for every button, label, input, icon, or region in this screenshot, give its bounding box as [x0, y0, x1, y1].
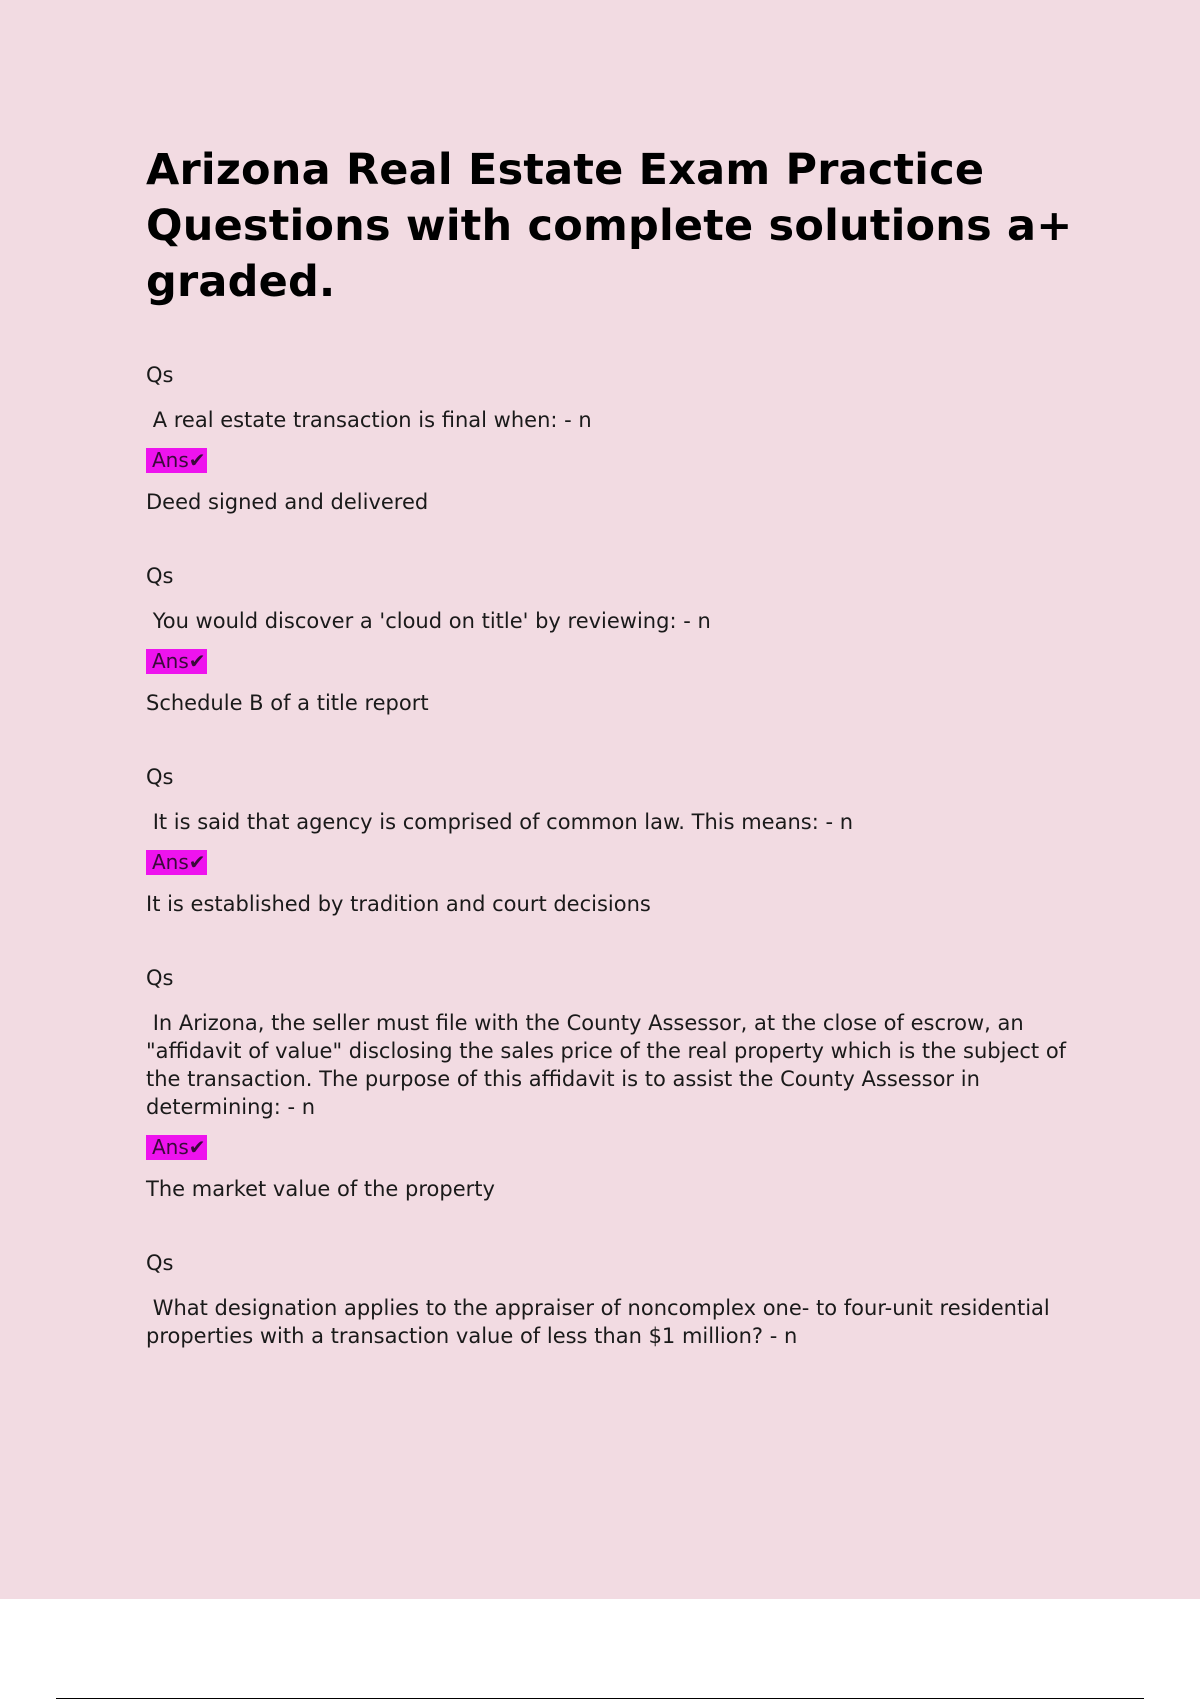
question-text: It is said that agency is comprised of common law. This means: - n	[146, 810, 854, 834]
qs-label: Qs	[146, 564, 174, 588]
answer-badge: Ans✔	[146, 1135, 207, 1160]
answer-badge: Ans✔	[146, 649, 207, 674]
document-content	[146, 142, 1086, 1398]
answer-text: Deed signed and delivered	[146, 490, 429, 514]
question-text: You would discover a 'cloud on title' by reviewing: - n	[146, 609, 711, 633]
qs-label: Qs	[146, 1251, 174, 1275]
qs-label: Qs	[146, 363, 174, 387]
footer-divider	[56, 1698, 1144, 1699]
qa-item	[146, 965, 1086, 1202]
question-text: A real estate transaction is final when: - n	[146, 408, 592, 432]
document-title: Arizona Real Estate Exam Practice Questions with complete solutions a+ graded.	[146, 145, 1073, 307]
question-text: In Arizona, the seller must file with the County Assessor, at the close of escrow, an "affidavit of value" disclosing the sales price of the real property which is the subject of the transaction. The purpose of this affidavit is to assist the County Assessor in determining: - n	[146, 1011, 1073, 1119]
qs-label: Qs	[146, 765, 174, 789]
qa-item	[146, 563, 1086, 716]
answer-badge: Ans✔	[146, 850, 207, 875]
qa-list	[146, 362, 1086, 1350]
question-text: What designation applies to the appraiser of noncomplex one- to four-unit residential properties with a transaction value of less than $1 million? - n	[146, 1296, 1057, 1348]
answer-badge: Ans✔	[146, 448, 207, 473]
answer-text: It is established by tradition and court decisions	[146, 892, 651, 916]
qs-label: Qs	[146, 966, 174, 990]
qa-item	[146, 764, 1086, 917]
answer-text: The market value of the property	[146, 1177, 495, 1201]
qa-item	[146, 362, 1086, 515]
answer-text: Schedule B of a title report	[146, 691, 429, 715]
qa-item	[146, 1250, 1086, 1350]
